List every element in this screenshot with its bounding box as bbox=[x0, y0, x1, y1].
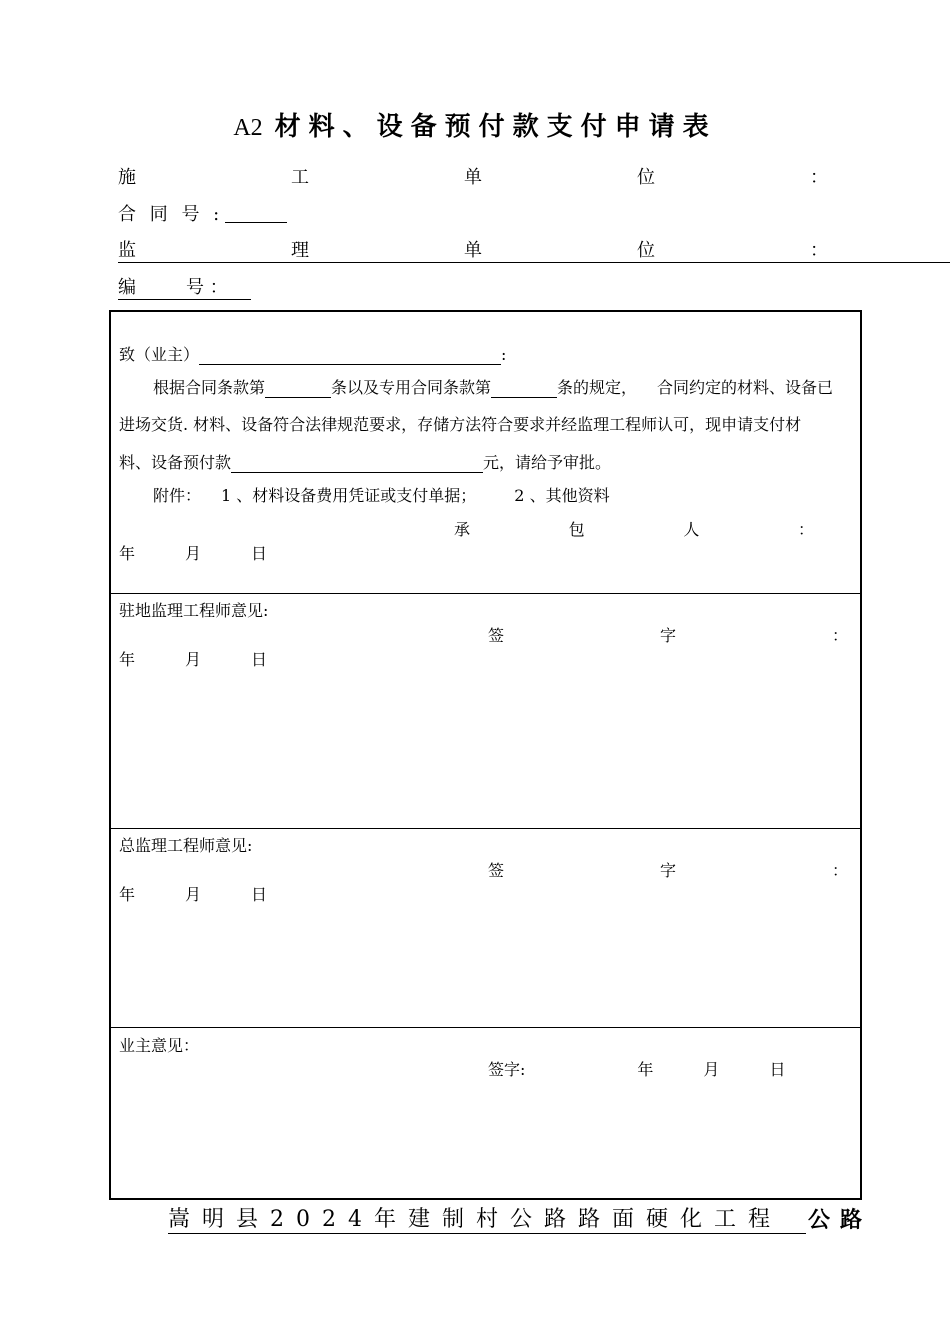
addressee-field[interactable] bbox=[199, 346, 501, 365]
form-title: 材料、设备预付款支付申请表 bbox=[274, 112, 717, 142]
contractor-label-char: 位 bbox=[637, 167, 655, 188]
chief-engineer-label: 总监理工程师意见: bbox=[119, 836, 253, 855]
date-year: 年 bbox=[119, 885, 136, 904]
owner-opinion-area[interactable] bbox=[119, 1084, 854, 1184]
date-month: 月 bbox=[185, 544, 202, 563]
attachments-line bbox=[153, 483, 610, 506]
date-day: 日 bbox=[769, 1060, 786, 1079]
contractor-date bbox=[119, 541, 267, 564]
text-fragment: 条的规定， bbox=[557, 378, 638, 397]
amount-field[interactable] bbox=[231, 454, 483, 473]
project-suffix: 公路 bbox=[808, 1207, 873, 1233]
resident-engineer-sign-row bbox=[488, 623, 848, 646]
supervisor-label-char: 监 bbox=[118, 240, 136, 261]
application-text-line1 bbox=[153, 375, 833, 398]
attachment-1: 1 、材料设备费用凭证或支付单据； bbox=[221, 486, 477, 505]
text-fragment: 条以及专用合同条款第 bbox=[331, 378, 492, 397]
supervisor-label-char: 理 bbox=[291, 240, 309, 261]
application-text-line2: 进场交货. 材料、设备符合法律规范要求，存储方法符合要求并经监理工程师认可，现申请支付材 bbox=[119, 415, 802, 434]
contractor-row bbox=[118, 163, 828, 189]
contractor-label-char: ： bbox=[810, 167, 828, 188]
date-year: 年 bbox=[637, 1060, 654, 1079]
project-name: 嵩明县2024年建制村公路路面硬化工程 bbox=[168, 1202, 806, 1234]
contract-no-label: 合 同 号 : bbox=[118, 204, 224, 225]
sign-char: ： bbox=[831, 626, 848, 645]
contract-no-row bbox=[118, 200, 287, 226]
date-month: 月 bbox=[185, 885, 202, 904]
page-title bbox=[0, 106, 950, 143]
signer-char: ： bbox=[797, 520, 814, 539]
resident-engineer-opinion-area[interactable] bbox=[119, 672, 854, 822]
section-divider bbox=[111, 1027, 860, 1028]
owner-label: 业主意见： bbox=[119, 1036, 200, 1055]
attachments-label: 附件： bbox=[153, 486, 202, 505]
signer-char: 人 bbox=[683, 520, 700, 539]
addressee-line bbox=[119, 342, 506, 365]
sign-char: 字 bbox=[659, 861, 676, 880]
sign-char: 字 bbox=[659, 626, 676, 645]
chief-engineer-date bbox=[119, 882, 267, 905]
date-year: 年 bbox=[119, 650, 136, 669]
date-month: 月 bbox=[185, 650, 202, 669]
clause-no-field[interactable] bbox=[265, 379, 331, 398]
serial-no-row[interactable] bbox=[118, 273, 251, 300]
owner-sign-date-row bbox=[488, 1057, 785, 1080]
contractor-label-char: 单 bbox=[464, 167, 482, 188]
project-footer bbox=[168, 1202, 872, 1234]
supervisor-label-char: 单 bbox=[464, 240, 482, 261]
application-form bbox=[109, 310, 862, 1200]
contractor-label-char: 工 bbox=[291, 167, 309, 188]
serial-no-label: 编 bbox=[118, 277, 136, 298]
addressee-colon: : bbox=[501, 345, 507, 364]
text-fragment: 根据合同条款第 bbox=[153, 378, 266, 397]
resident-engineer-label: 驻地监理工程师意见: bbox=[119, 601, 269, 620]
sign-char: ： bbox=[831, 861, 848, 880]
text-fragment: 料、设备预付款 bbox=[119, 453, 232, 472]
signer-char: 包 bbox=[568, 520, 585, 539]
owner-sign-label: 签字: bbox=[488, 1060, 526, 1079]
date-day: 日 bbox=[251, 650, 268, 669]
special-clause-no-field[interactable] bbox=[491, 379, 557, 398]
text-fragment: 合同约定的材料、设备已 bbox=[657, 378, 834, 397]
application-text-line3 bbox=[119, 450, 611, 473]
form-code: A2 bbox=[233, 115, 263, 141]
supervisor-row bbox=[118, 236, 950, 263]
chief-engineer-opinion-area[interactable] bbox=[119, 908, 854, 1023]
supervisor-label-char: ： bbox=[810, 240, 828, 261]
date-day: 日 bbox=[251, 544, 268, 563]
contractor-label-char: 施 bbox=[118, 167, 136, 188]
sign-char: 签 bbox=[488, 861, 505, 880]
supervisor-label-char: 位 bbox=[637, 240, 655, 261]
section-divider bbox=[111, 593, 860, 594]
section-divider bbox=[111, 828, 860, 829]
attachment-2: 2 、其他资料 bbox=[514, 486, 610, 505]
contract-no-field[interactable] bbox=[225, 204, 287, 223]
addressee-label: 致（业主） bbox=[119, 345, 200, 364]
date-day: 日 bbox=[251, 885, 268, 904]
text-fragment: 元，请给予审批。 bbox=[483, 453, 612, 472]
serial-no-label-2: 号 ： bbox=[186, 277, 228, 298]
date-year: 年 bbox=[119, 544, 136, 563]
sign-char: 签 bbox=[488, 626, 505, 645]
signer-char: 承 bbox=[454, 520, 471, 539]
chief-engineer-sign-row bbox=[488, 858, 848, 881]
resident-engineer-date bbox=[119, 647, 267, 670]
date-month: 月 bbox=[703, 1060, 720, 1079]
contractor-sign-row bbox=[454, 517, 814, 540]
